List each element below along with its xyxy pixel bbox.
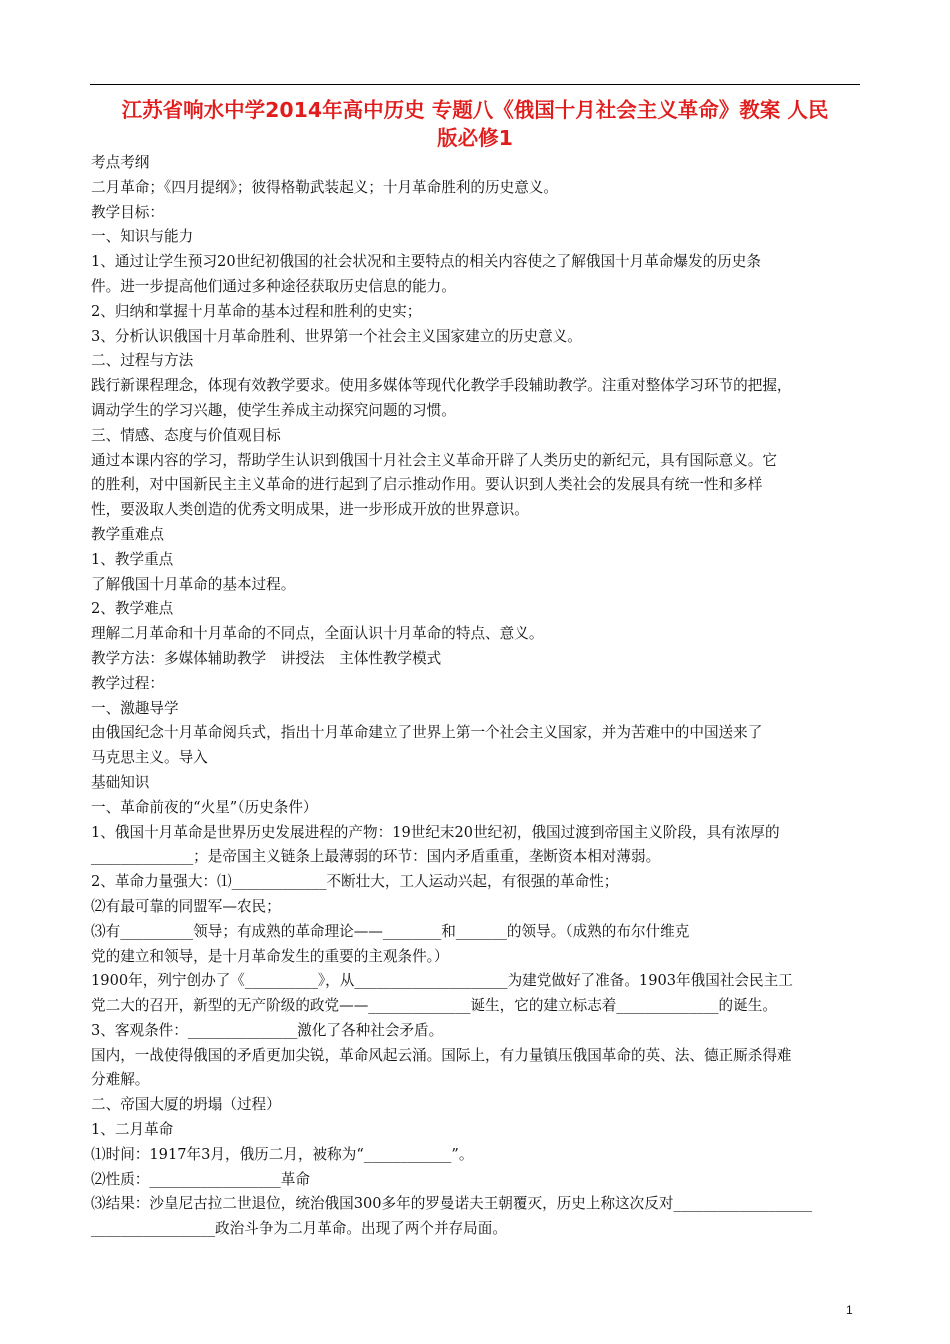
text-line: 1、俄国十月革命是世界历史发展进程的产物：19世纪末20世纪初，俄国过渡到帝国主义阶段，具有浓厚的 [91,823,780,841]
text-line: 件。进一步提高他们通过多种途径获取历史信息的能力。 [91,277,456,295]
document-title [80,96,870,152]
text-line: _________________政治斗争为二月革命。出现了两个并存局面。 [91,1220,507,1238]
text-line: 考点考纲 [91,154,150,171]
text-line: 党二大的召开，新型的无产阶级的政党——______________诞生，它的建立标志着______________的诞生。 [91,997,777,1015]
text-line: ⑴时间：1917年3月，俄历二月，被称为“____________”。 [91,1145,474,1163]
text-line: 理解二月革命和十月革命的不同点，全面认识十月革命的特点、意义。 [91,625,544,643]
text-line: 教学目标： [91,203,164,221]
text-line: 1、二月革命 [91,1121,174,1139]
text-line: 一、知识与能力 [91,228,194,246]
text-line: 通过本课内容的学习，帮助学生认识到俄国十月社会主义革命开辟了人类历史的新纪元，具有国际意义。它 [91,451,777,469]
text-line: 教学方法：多媒体辅助教学 讲授法 主体性教学模式 [91,649,442,667]
text-line: 一、革命前夜的“火星”（历史条件） [91,798,318,816]
text-line: 1、通过让学生预习20世纪初俄国的社会状况和主要特点的相关内容使之了解俄国十月革命爆发的历史条 [91,253,761,271]
text-line: 的胜利，对中国新民主主义革命的进行起到了启示推动作用。要认识到人类社会的发展具有统一性和多样 [91,476,763,494]
text-line: 2、归纳和掌握十月革命的基本过程和胜利的史实； [91,302,422,320]
text-line: 二、过程与方法 [91,352,194,370]
text-line: 教学重难点 [91,525,164,543]
text-line: 1900年，列宁创办了《__________》，从_____________________为建党做好了准备。1903年俄国社会民主工 [91,972,793,990]
text-line: 一、激趣导学 [91,699,179,717]
text-line: 教学过程： [91,674,164,692]
text-line: 2、教学难点 [91,600,174,618]
title-line-2: 版必修1 [437,126,513,150]
header-rule [90,84,860,85]
document-body [91,151,861,1242]
text-line: 践行新课程理念，体现有效教学要求。使用多媒体等现代化教学手段辅助教学。注重对整体学习环节的把握， [91,377,792,395]
text-line: ⑶结果：沙皇尼古拉二世退位，统治俄国300多年的罗曼诺夫王朝覆灭，历史上称这次反对___________________ [91,1195,813,1213]
text-line: 国内，一战使得俄国的矛盾更加尖锐，革命风起云涌。国际上，有力量镇压俄国革命的英、法、德正厮杀得难 [91,1046,792,1064]
text-line: 了解俄国十月革命的基本过程。 [91,575,296,593]
text-line: 基础知识 [91,773,150,791]
text-line: 由俄国纪念十月革命阅兵式，指出十月革命建立了世界上第一个社会主义国家，并为苦难中的中国送来了 [91,724,763,742]
text-line: 二月革命；《四月提纲》；彼得格勒武装起义；十月革命胜利的历史意义。 [91,178,558,196]
text-line: 2、革命力量强大：⑴_____________不断壮大，工人运动兴起，有很强的革命性； [91,873,619,891]
text-line: 调动学生的学习兴趣，使学生养成主动探究问题的习惯。 [91,401,456,419]
text-line: 二、帝国大厦的坍塌（过程） [91,1096,281,1114]
text-line: 3、客观条件：_______________激化了各种社会矛盾。 [91,1021,444,1039]
text-line: 分难解。 [91,1071,150,1089]
text-line: ______________；是帝国主义链条上最薄弱的环节：国内矛盾重重，垄断资本相对薄弱。 [91,848,661,866]
title-line-1: 江苏省响水中学2014年高中历史 专题八《俄国十月社会主义革命》教案 人民 [121,98,829,122]
text-line: ⑵性质：__________________革命 [91,1170,310,1188]
text-line: ⑵有最可靠的同盟军—农民； [91,897,281,915]
text-line: 党的建立和领导，是十月革命发生的重要的主观条件。） [91,947,449,965]
text-line: 1、教学重点 [91,550,174,568]
text-line: 三、情感、态度与价值观目标 [91,426,281,444]
text-line: 3、分析认识俄国十月革命胜利、世界第一个社会主义国家建立的历史意义。 [91,327,582,345]
text-line: 马克思主义。导入 [91,749,208,767]
page-number: 1 [846,1303,853,1317]
text-line: ⑶有__________领导；有成熟的革命理论——________和_______的领导。（成熟的布尔什维克 [91,922,690,940]
text-line: 性，要汲取人类创造的优秀文明成果，进一步形成开放的世界意识。 [91,501,529,519]
